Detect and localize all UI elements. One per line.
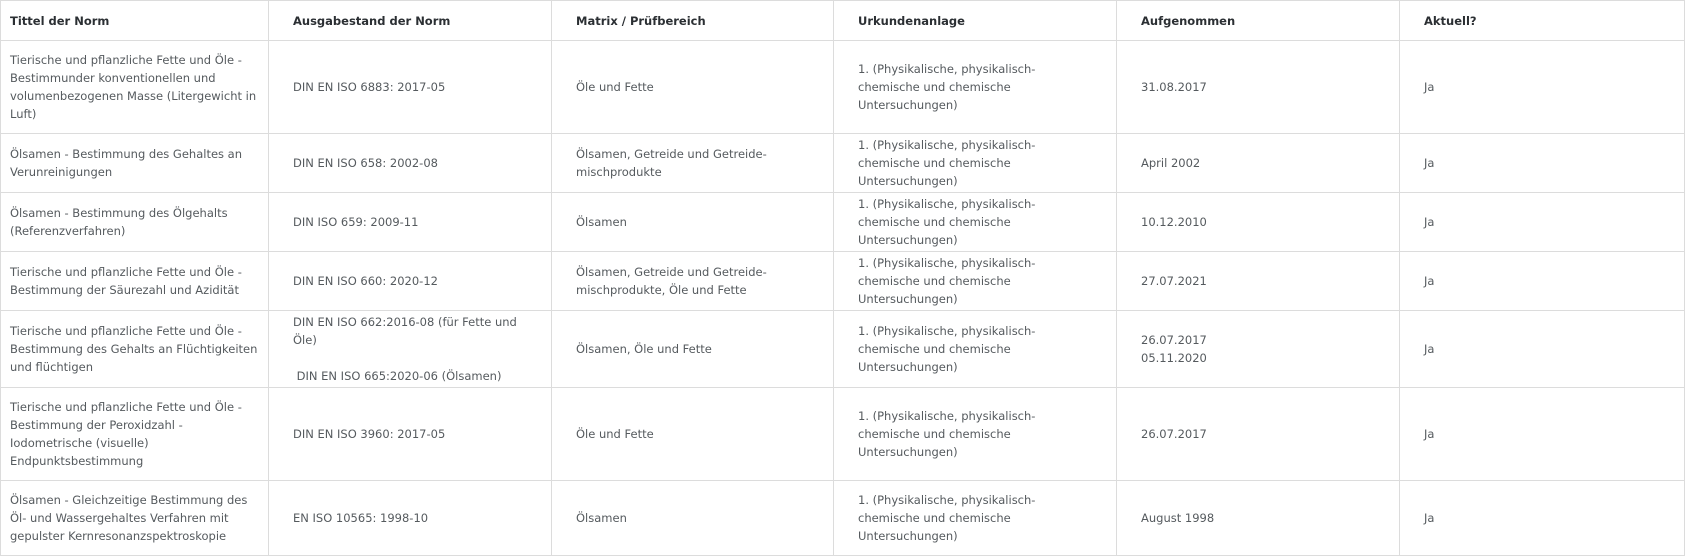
cell-current: Ja (1400, 252, 1685, 311)
cell-current: Ja (1400, 134, 1685, 193)
cell-matrix: Ölsamen (552, 481, 834, 556)
cell-current: Ja (1400, 388, 1685, 481)
cell-matrix: Ölsamen, Getreide und Getreide-mischprodukte (552, 134, 834, 193)
cell-title: Tierische und pflanzliche Fette und Öle - Bestimmung des Gehalts an Flüchtigkeiten und flüchtigen (1, 311, 269, 388)
cell-edition: EN ISO 10565: 1998-10 (269, 481, 552, 556)
cell-matrix: Ölsamen, Getreide und Getreide-mischprodukte, Öle und Fette (552, 252, 834, 311)
cell-current: Ja (1400, 193, 1685, 252)
cell-matrix: Ölsamen, Öle und Fette (552, 311, 834, 388)
cell-title: Ölsamen - Gleichzeitige Bestimmung des Öl- und Wassergehaltes Verfahren mit gepulster Kernresonanzspektroskopie (1, 481, 269, 556)
cell-added: 10.12.2010 (1117, 193, 1400, 252)
cell-current: Ja (1400, 481, 1685, 556)
header-added: Aufgenommen (1117, 1, 1400, 41)
table-row (1, 193, 1685, 252)
cell-added: 26.07.2017 (1117, 388, 1400, 481)
cell-title: Tierische und pflanzliche Fette und Öle - Bestimmunder konventionellen und volumenbezogenen Masse (Litergewicht in Luft) (1, 41, 269, 134)
cell-matrix: Ölsamen (552, 193, 834, 252)
cell-edition: DIN EN ISO 6883: 2017-05 (269, 41, 552, 134)
line-gap (293, 349, 527, 367)
cell-annex: 1. (Physikalische, physikalisch-chemische und chemische Untersuchungen) (834, 388, 1117, 481)
cell-added-line: 26.07.2017 (1141, 333, 1207, 347)
header-current: Aktuell? (1400, 1, 1685, 41)
cell-edition (269, 311, 552, 388)
cell-edition-line: DIN EN ISO 662:2016-08 (für Fette und Öle) (293, 315, 517, 347)
cell-edition: DIN EN ISO 660: 2020-12 (269, 252, 552, 311)
cell-annex: 1. (Physikalische, physikalisch-chemische und chemische Untersuchungen) (834, 481, 1117, 556)
cell-title: Ölsamen - Bestimmung des Gehaltes an Verunreinigungen (1, 134, 269, 193)
cell-matrix: Öle und Fette (552, 388, 834, 481)
cell-current: Ja (1400, 41, 1685, 134)
header-edition: Ausgabestand der Norm (269, 1, 552, 41)
cell-edition: DIN EN ISO 658: 2002-08 (269, 134, 552, 193)
table-row (1, 252, 1685, 311)
cell-title: Tierische und pflanzliche Fette und Öle - Bestimmung der Peroxidzahl - Iodometrische (visuelle) Endpunktsbestimmung (1, 388, 269, 481)
cell-added: August 1998 (1117, 481, 1400, 556)
table-row (1, 41, 1685, 134)
cell-title: Ölsamen - Bestimmung des Ölgehalts (Referenzverfahren) (1, 193, 269, 252)
cell-added: April 2002 (1117, 134, 1400, 193)
cell-edition-line: DIN EN ISO 665:2020-06 (Ölsamen) (293, 369, 502, 383)
cell-title: Tierische und pflanzliche Fette und Öle - Bestimmung der Säurezahl und Azidität (1, 252, 269, 311)
cell-added: 27.07.2021 (1117, 252, 1400, 311)
cell-annex: 1. (Physikalische, physikalisch-chemische und chemische Untersuchungen) (834, 252, 1117, 311)
cell-added (1117, 311, 1400, 388)
cell-annex: 1. (Physikalische, physikalisch-chemische und chemische Untersuchungen) (834, 134, 1117, 193)
cell-edition: DIN ISO 659: 2009-11 (269, 193, 552, 252)
cell-edition: DIN EN ISO 3960: 2017-05 (269, 388, 552, 481)
header-matrix: Matrix / Prüfbereich (552, 1, 834, 41)
cell-annex: 1. (Physikalische, physikalisch-chemische und chemische Untersuchungen) (834, 193, 1117, 252)
cell-current: Ja (1400, 311, 1685, 388)
cell-annex: 1. (Physikalische, physikalisch-chemische und chemische Untersuchungen) (834, 41, 1117, 134)
cell-annex: 1. (Physikalische, physikalisch-chemische und chemische Untersuchungen) (834, 311, 1117, 388)
cell-added-line: 05.11.2020 (1141, 351, 1207, 365)
table-row (1, 481, 1685, 556)
header-title: Tittel der Norm (1, 1, 269, 41)
header-annex: Urkundenanlage (834, 1, 1117, 41)
cell-matrix: Öle und Fette (552, 41, 834, 134)
table-row (1, 134, 1685, 193)
table-header-row (1, 1, 1685, 41)
table-row (1, 311, 1685, 388)
cell-added: 31.08.2017 (1117, 41, 1400, 134)
table-row (1, 388, 1685, 481)
